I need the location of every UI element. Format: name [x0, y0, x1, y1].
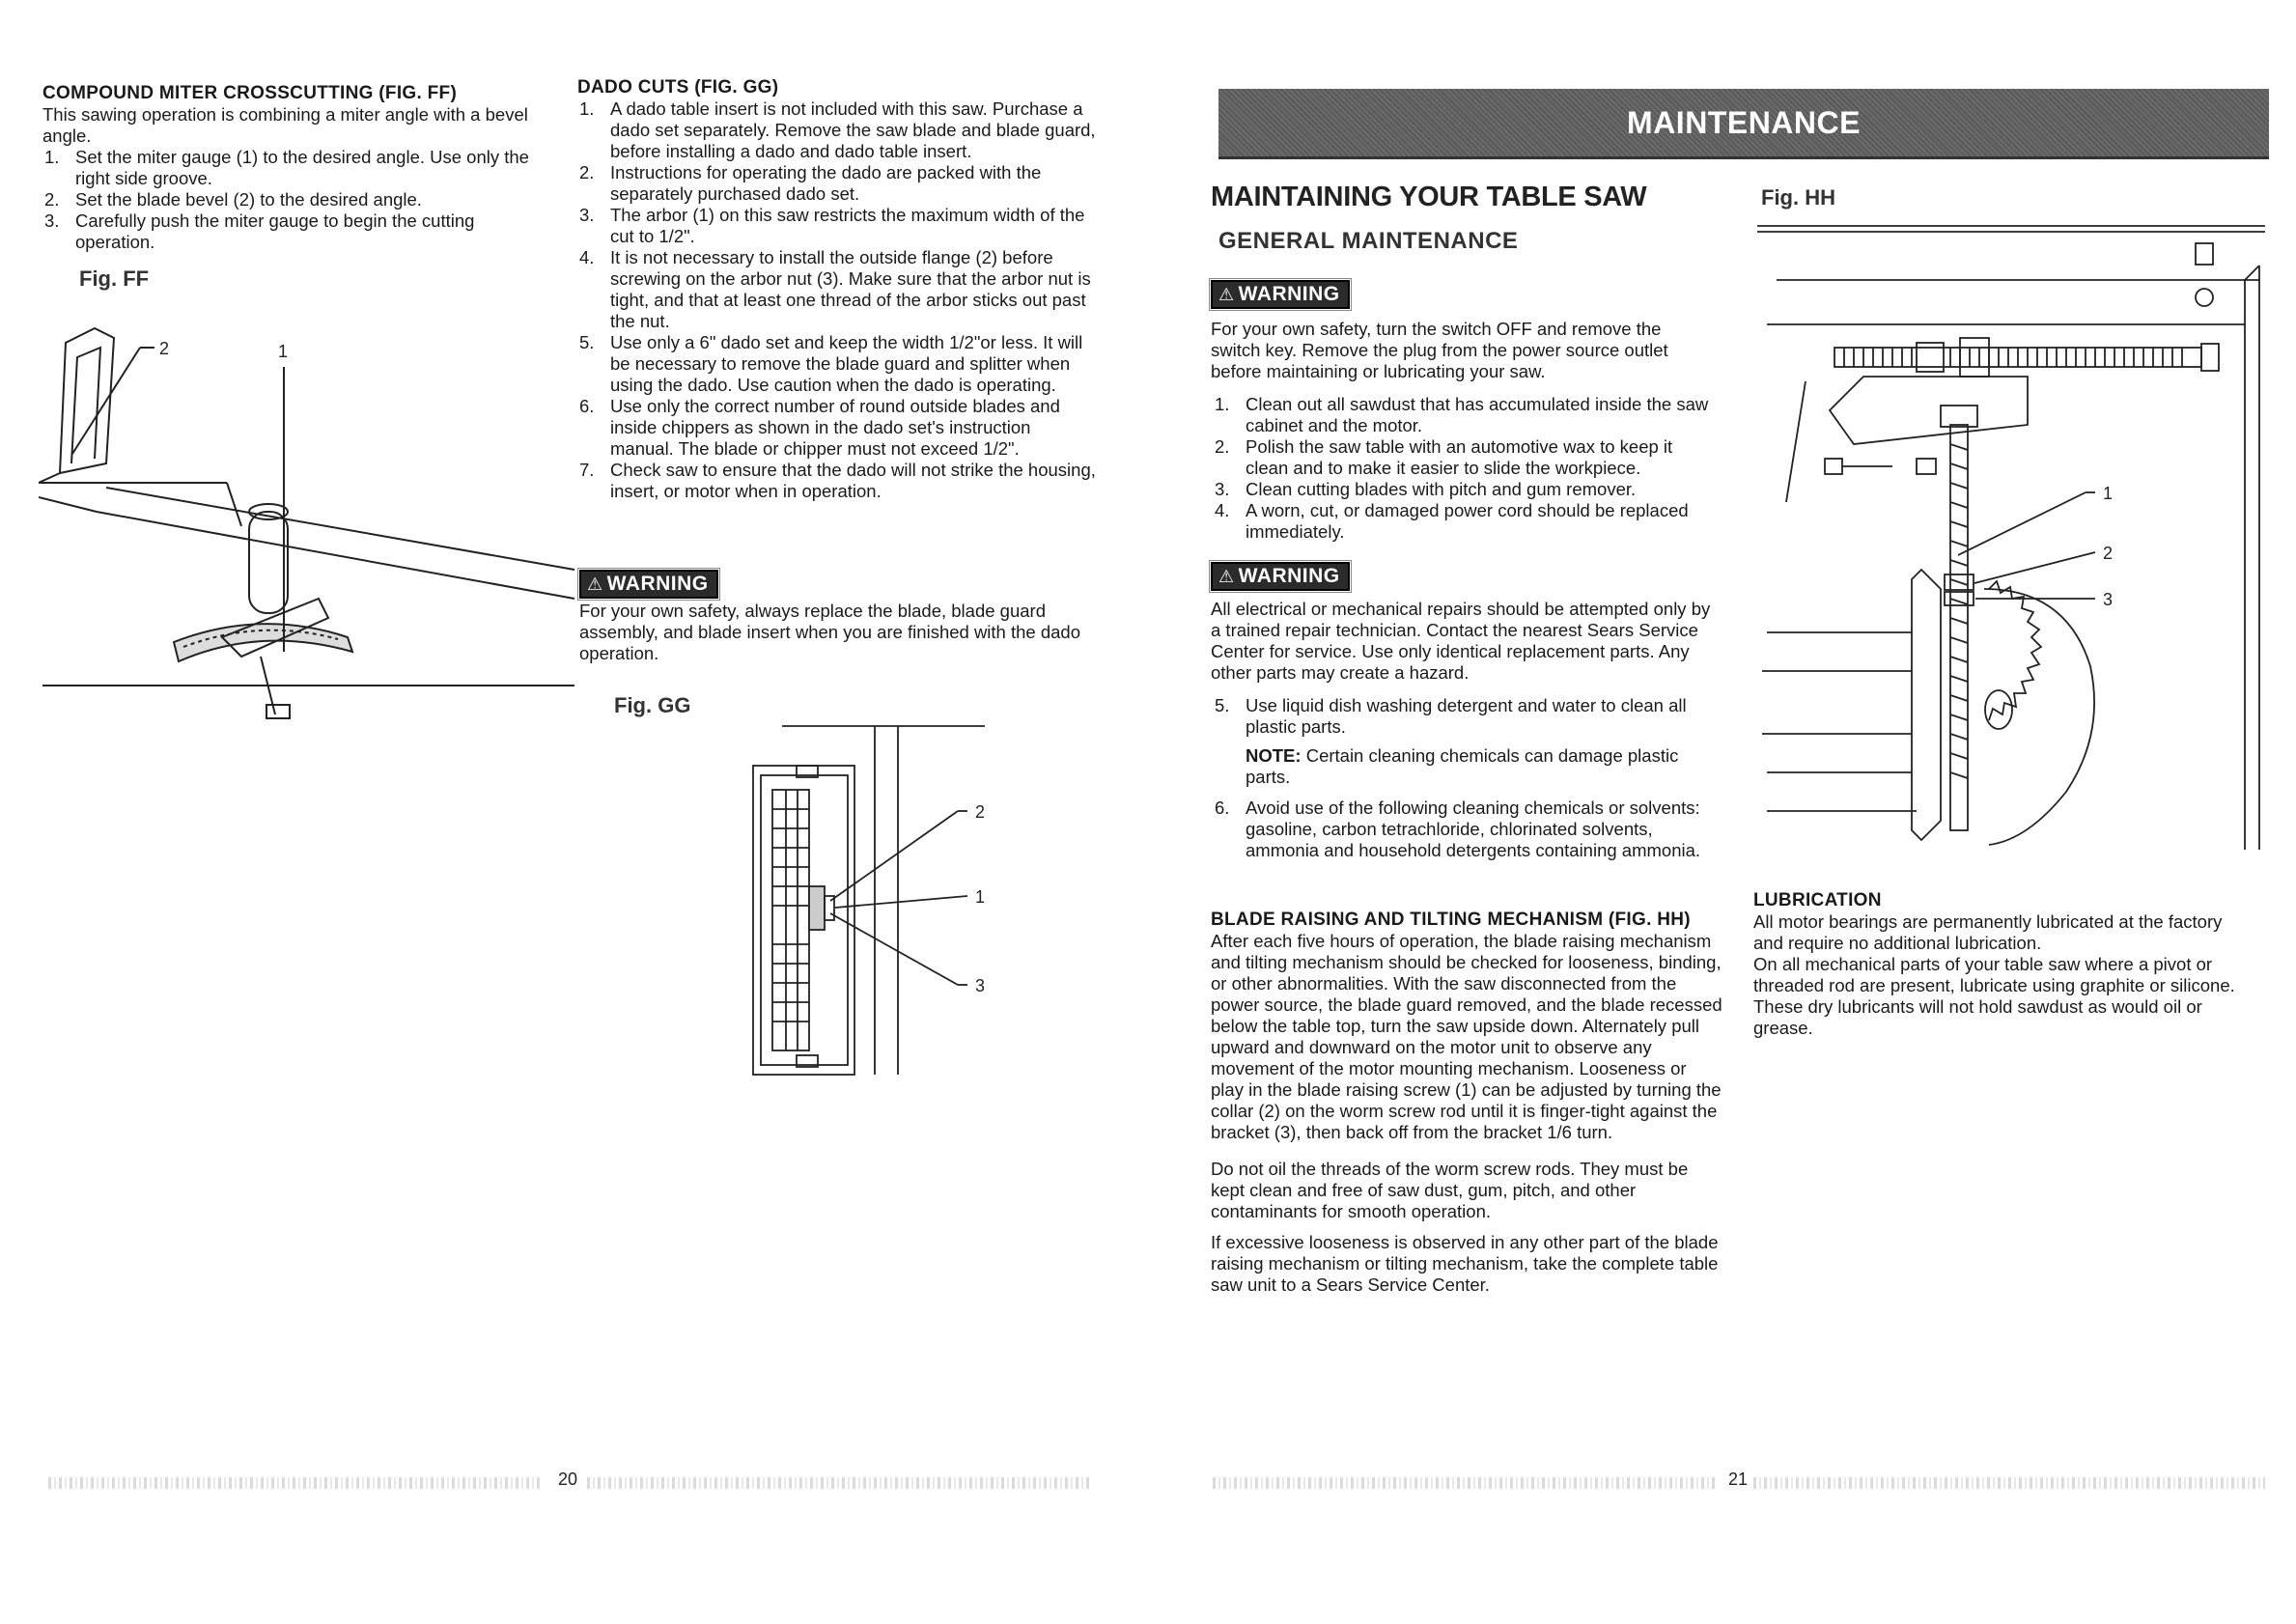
left-footer-rule	[48, 1477, 541, 1489]
callout-1: 1	[975, 887, 986, 907]
list-item: 3. Clean cutting blades with pitch and gum remover.	[1215, 479, 1637, 499]
left-footer-rule-2	[587, 1477, 1089, 1489]
maintenance-warning-badge-1: ⚠ WARNING	[1211, 280, 1350, 309]
fig-ff-diagram	[39, 319, 579, 724]
dado-cuts-steps	[577, 98, 1099, 502]
list-item: 2. Set the blade bevel (2) to the desired angle.	[44, 189, 422, 210]
page-number-left: 20	[558, 1470, 578, 1489]
blade-raising-body: After each five hours of operation, the blade raising mechanism and tilting mechanism should be checked for looseness, binding, or other abnormalities. With the saw disconnected from the power source, the blade guard removed, and the blade recessed below the table top, turn the saw upside down. Alternately pull upward and downward on the motor unit to observe any movement of the motor mounting mechanism. Looseness or play in the blade raising screw (1) can be adjusted by turning the collar (2) on the worm screw rod until it is finger-tight against the bracket (3), then back off from the bracket 1/6 turn.	[1211, 931, 1722, 1142]
dado-warning-text: For your own safety, always replace the blade, blade guard assembly, and blade insert when you are finished with the dado operation.	[579, 601, 1081, 663]
list-item: 4. It is not necessary to install the outside flange (2) before screwing on the arbor nut (3). Make sure that the arbor nut is tight, and that at least one thread of the arbor sticks out past the nut.	[579, 247, 1091, 331]
dado-cuts-heading: DADO CUTS (FIG. GG)	[577, 77, 779, 98]
callout-2: 2	[159, 339, 170, 358]
maintenance-warning-text-1: For your own safety, turn the switch OFF and remove the switch key. Remove the plug from the power source outlet before maintaining or lubricating your saw.	[1211, 319, 1668, 381]
warning-triangle-icon: ⚠	[1218, 567, 1235, 586]
page-title: MAINTAINING YOUR TABLE SAW	[1211, 182, 1647, 212]
dado-warning-badge: ⚠ WARNING	[579, 570, 718, 599]
blade-raising-section	[1211, 910, 1722, 1296]
right-footer-rule-2	[1753, 1477, 2265, 1489]
compound-miter-intro: This sawing operation is combining a miter angle with a bevel angle.	[42, 104, 528, 146]
callout-1: 1	[278, 342, 289, 361]
list-item: 2. Polish the saw table with an automotive wax to keep it clean and to make it easier to slide the workpiece.	[1215, 436, 1673, 478]
lubrication-section	[1753, 890, 2255, 1039]
list-item: 4. A worn, cut, or damaged power cord should be replaced immediately.	[1215, 500, 1689, 542]
fig-ff-label: Fig. FF	[79, 266, 150, 291]
compound-miter-section	[42, 83, 535, 253]
lubrication-p2: On all mechanical parts of your table saw where a pivot or threaded rod are present, lubricate using graphite or silicone. These dry lubricants will not hold sawdust as would oil or grease.	[1753, 954, 2235, 1038]
page-subtitle: GENERAL MAINTENANCE	[1218, 228, 1519, 254]
callout-2: 2	[2103, 544, 2114, 563]
lubrication-p1: All motor bearings are permanently lubricated at the factory and require no additional lubrication.	[1753, 911, 2223, 953]
fig-hh-label: Fig. HH	[1761, 185, 1835, 210]
list-item: 6. Use only the correct number of round outside blades and inside chippers as shown in the dado set's instruction manual. The blade or chipper must not exceed 1/2".	[579, 396, 1060, 459]
list-item: 1. A dado table insert is not included with this saw. Purchase a dado set separately. Remove the saw blade and blade guard, before installing a dado and dado table insert.	[579, 98, 1096, 161]
warning-triangle-icon: ⚠	[1218, 285, 1235, 304]
callout-2: 2	[975, 802, 986, 822]
list-item: 7. Check saw to ensure that the dado will not strike the housing, insert, or motor when in operation.	[579, 460, 1096, 501]
compound-miter-steps	[42, 147, 535, 253]
fig-gg-diagram	[743, 722, 1014, 1079]
maintenance-warning-badge-2: ⚠ WARNING	[1211, 562, 1350, 591]
blade-raising-heading: BLADE RAISING AND TILTING MECHANISM (FIG. HH)	[1211, 910, 1691, 930]
list-item: 3. The arbor (1) on this saw restricts the maximum width of the cut to 1/2".	[579, 205, 1085, 246]
compound-miter-heading: COMPOUND MITER CROSSCUTTING (FIG. FF)	[42, 83, 458, 103]
fig-gg-label: Fig. GG	[614, 693, 691, 717]
list-item: 2. Instructions for operating the dado are packed with the separately purchased dado set.	[579, 162, 1042, 204]
blade-raising-para3: If excessive looseness is observed in any other part of the blade raising mechanism or tilting mechanism, take the complete table saw unit to a Sears Service Center.	[1211, 1232, 1719, 1295]
right-footer-rule	[1213, 1477, 1715, 1489]
fig-hh-diagram	[1748, 222, 2269, 859]
list-item: 1. Clean out all sawdust that has accumulated inside the saw cabinet and the motor.	[1215, 394, 1709, 435]
callout-3: 3	[2103, 590, 2114, 609]
lubrication-heading: LUBRICATION	[1753, 890, 1882, 910]
list-item: 1. Set the miter gauge (1) to the desired angle. Use only the right side groove.	[44, 147, 529, 188]
maintenance-banner: MAINTENANCE	[1218, 89, 2269, 159]
blade-raising-para2: Do not oil the threads of the worm screw rods. They must be kept clean and free of saw dust, gum, pitch, and other contaminants for smooth operation.	[1211, 1159, 1689, 1221]
callout-1: 1	[2103, 484, 2114, 503]
list-item: 5. Use liquid dish washing detergent and water to clean all plastic parts.	[1215, 695, 1687, 737]
page-number-right: 21	[1728, 1470, 1749, 1489]
callout-3: 3	[975, 976, 986, 995]
list-item: 6. Avoid use of the following cleaning chemicals or solvents: gasoline, carbon tetrachloride, chlorinated solvents, ammonia and household detergents containing ammonia.	[1215, 798, 1701, 860]
dado-cuts-section	[577, 77, 1099, 502]
warning-triangle-icon: ⚠	[587, 574, 603, 594]
list-item: 3. Carefully push the miter gauge to begin the cutting operation.	[44, 210, 475, 252]
general-maintenance-steps	[1213, 394, 1715, 543]
list-item: 5. Use only a 6" dado set and keep the width 1/2"or less. It will be necessary to remove the blade guard and splitter when using the dado. Use caution when the dado is operating.	[579, 332, 1083, 395]
cleaning-note: NOTE: Certain cleaning chemicals can damage plastic parts.	[1246, 745, 1679, 787]
maintenance-warning-text-2: All electrical or mechanical repairs should be attempted only by a trained repair technician. Contact the nearest Sears Service Center for service. Use only identical replacement parts. Any other parts may create a hazard.	[1211, 599, 1711, 683]
cleaning-steps	[1213, 695, 1715, 861]
